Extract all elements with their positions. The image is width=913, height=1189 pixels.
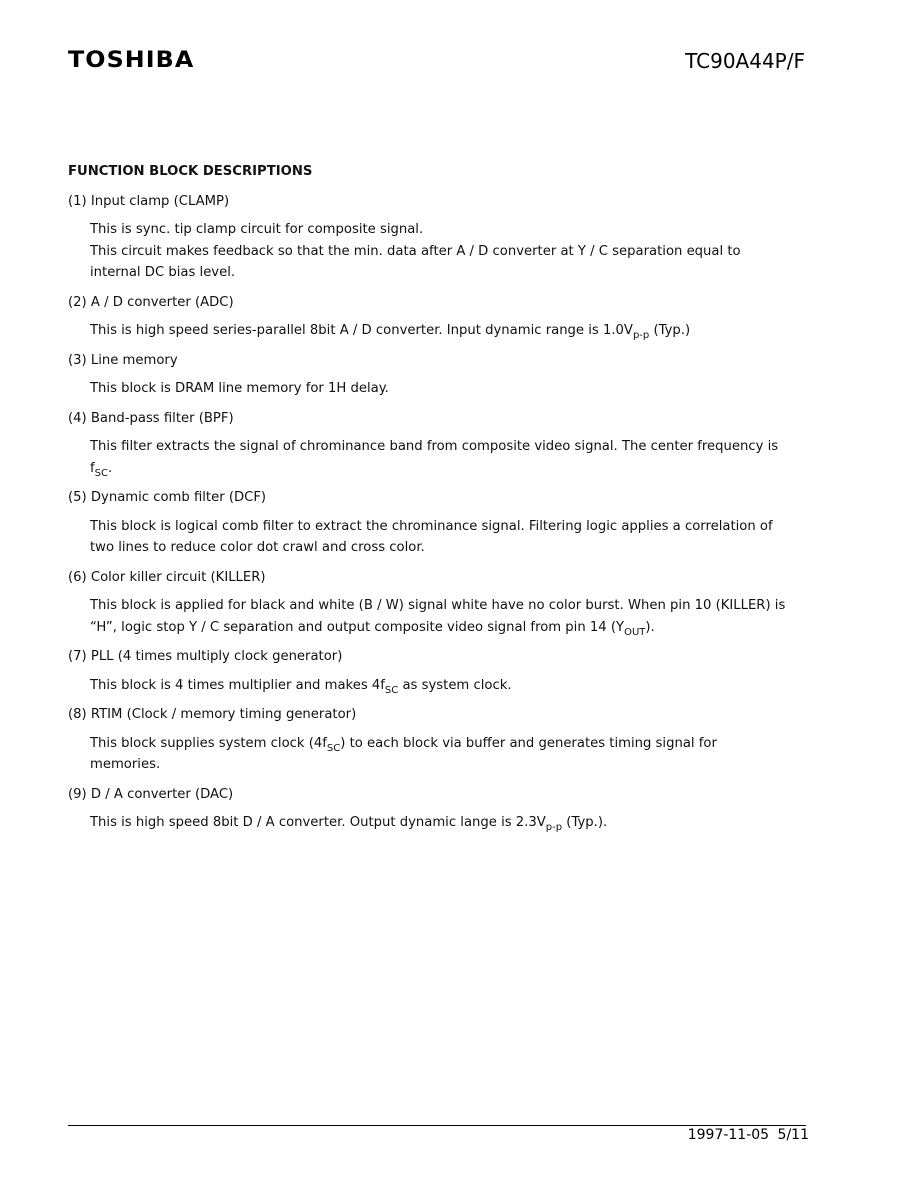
- item-line-memory: [68, 350, 788, 400]
- item-clamp: [68, 191, 788, 284]
- footer: [688, 1127, 809, 1143]
- item-adc: [68, 292, 788, 342]
- item-heading: (9) D / A converter (DAC): [68, 786, 234, 802]
- item-text: This circuit makes feedback so that the min. data after A / D converter at Y / C separation equal to internal DC bias level.: [90, 243, 741, 280]
- item-text: This filter extracts the signal of chrominance band from composite video signal. The center frequency is $f_{SC}$.: [90, 439, 779, 479]
- subscript: p-p: [632, 330, 650, 341]
- subscript: SC: [94, 467, 108, 479]
- subscript: SC: [384, 684, 399, 696]
- item-heading: (1) Input clamp (CLAMP): [68, 193, 230, 209]
- item-rtim: [68, 704, 788, 776]
- item-body: [90, 675, 788, 697]
- item-text: This block is DRAM line memory for 1H delay.: [90, 381, 389, 396]
- item-dcf: [68, 487, 788, 559]
- item-body: [90, 733, 788, 776]
- item-body: [90, 436, 788, 479]
- footer-divider: [68, 1125, 806, 1126]
- subscript: OUT: [624, 626, 646, 638]
- item-text: This block is 4 times multiplier and makes $4f_{SC}$ as system clock.: [90, 677, 512, 696]
- item-pll: [68, 646, 788, 696]
- item-heading: (3) Line memory: [68, 352, 178, 368]
- item-heading: (5) Dynamic comb filter (DCF): [68, 490, 267, 505]
- item-heading: (4) Band-pass filter (BPF): [68, 410, 234, 426]
- item-heading: (7) PLL (4 times multiply clock generator): [68, 649, 343, 664]
- item-text: This block is applied for black and white (B / W) signal white have no color burst. When pin 10 (KILLER) is “H”, logic stop Y / C separation and output composite video signal from pin 14 $(Y_{OUT})$.: [90, 598, 786, 638]
- item-text: This block supplies system clock $(4f_{SC})$ to each block via buffer and generates timing signal for memories.: [90, 735, 717, 772]
- part-number: TC90A44P/F: [685, 49, 805, 73]
- item-dac: [68, 784, 788, 834]
- item-heading: (6) Color killer circuit (KILLER): [68, 569, 266, 585]
- item-body: [90, 812, 788, 834]
- section-title: FUNCTION BLOCK DESCRIPTIONS: [68, 164, 313, 179]
- item-bpf: [68, 408, 788, 480]
- item-heading: (2) A / D converter (ADC): [68, 294, 234, 310]
- subscript: SC: [326, 742, 341, 754]
- item-body: [90, 219, 788, 284]
- main-content: [68, 161, 788, 842]
- item-killer: [68, 567, 788, 639]
- item-text: This is sync. tip clamp circuit for composite signal.: [90, 222, 424, 237]
- item-text: This block is logical comb filter to extract the chrominance signal. Filtering logic applies a correlation of two lines to reduce color dot crawl and cross color.: [90, 518, 773, 555]
- item-body: [90, 595, 788, 638]
- item-text: This is high speed 8bit D / A converter. Output dynamic lange is $2.3V_{p-p}$ (Typ.).: [90, 815, 608, 833]
- item-body: [90, 516, 788, 559]
- item-body: [90, 378, 788, 400]
- item-text: This is high speed series-parallel 8bit A / D converter. Input dynamic range is $1.0V_{p-p}$ (Typ.): [90, 323, 691, 341]
- item-heading: (8) RTIM (Clock / memory timing generator): [68, 707, 357, 722]
- page-number: 5/11: [777, 1127, 809, 1143]
- item-body: [90, 320, 788, 342]
- footer-date: 1997-11-05: [687, 1127, 770, 1143]
- toshiba-logo: TOSHIBA: [68, 48, 195, 73]
- subscript: p-p: [545, 822, 563, 833]
